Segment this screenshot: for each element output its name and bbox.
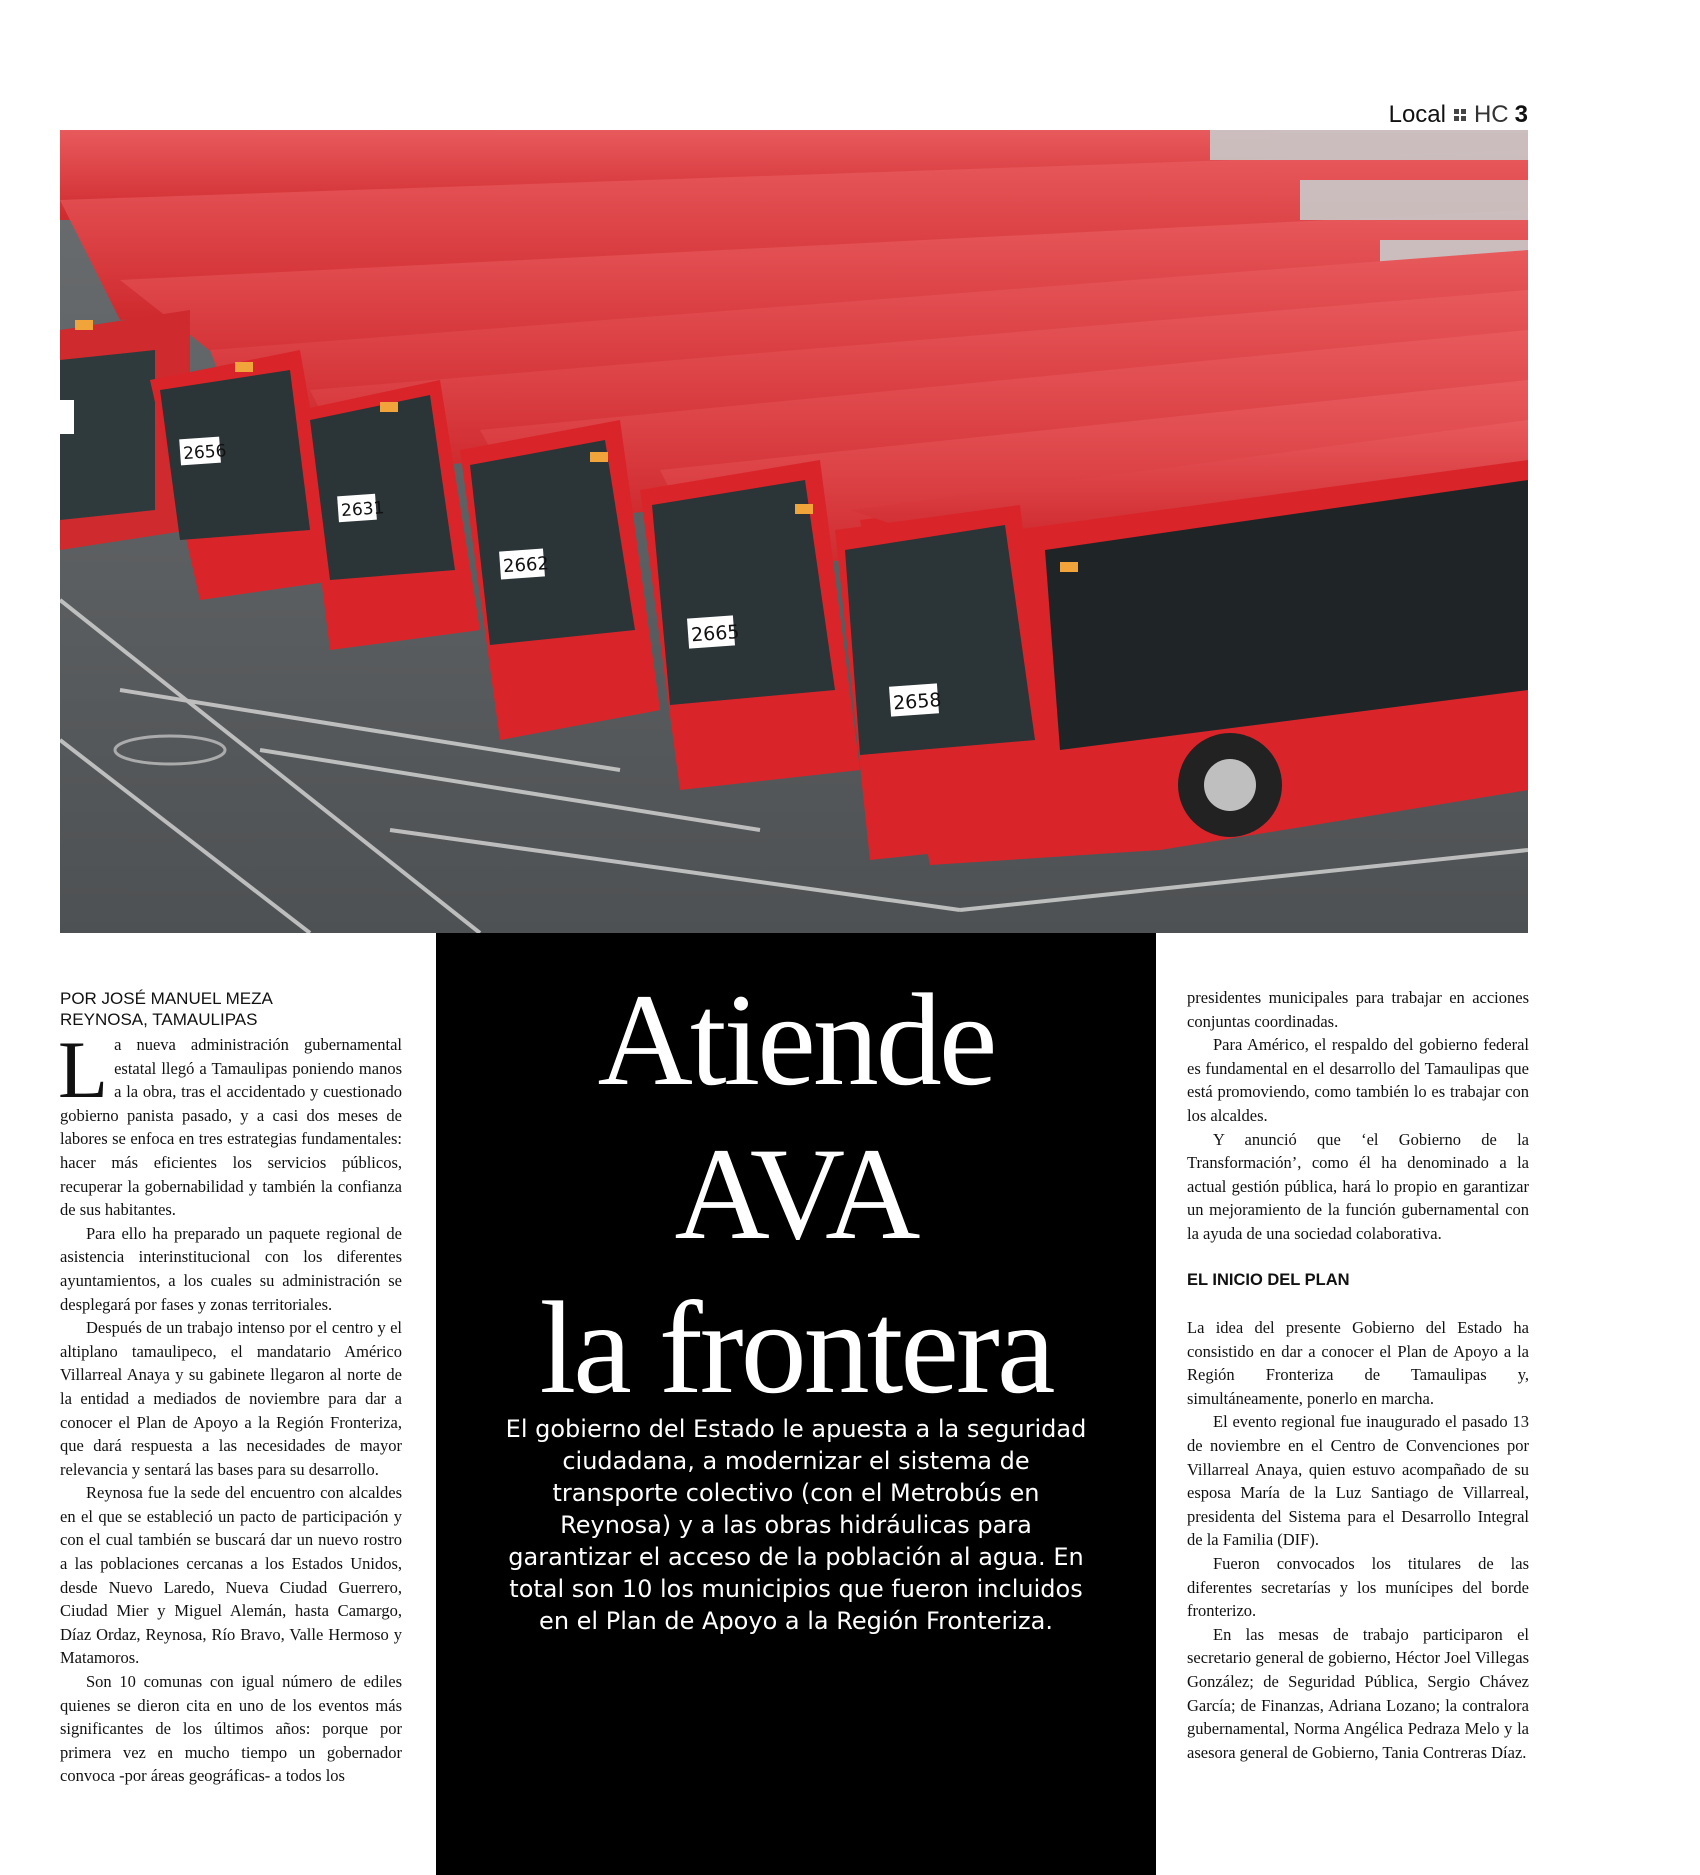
article-paragraph: Después de un trabajo intenso por el centro y el altiplano tamaulipeco, el mandatario Américo Villarreal Anaya y su gabinete llegaron al norte de la entidad a mediados de noviembre para dar a conocer el Plan de Apoyo a la Región Fronteriza, que dará respuesta a las necesidades de mayor relevancia y sentará las bases para su desarrollo. (60, 1318, 402, 1479)
headline (436, 963, 1156, 1425)
bus-number-label: 2631 (340, 498, 386, 522)
bus-number-label: 2665 (690, 621, 741, 647)
article-paragraph: Y anunció que ‘el Gobierno de la Transformación’, como él ha denominado a la actual gestión pública, hará lo propio en garantizar un mejoramiento de la función gubernamental con la ayuda de una sociedad colaborativa. (1187, 1129, 1529, 1243)
byline (60, 988, 405, 1030)
article-paragraph: Son 10 comunas con igual número de ediles quienes se dieron cita en uno de los eventos más significantes de los últimos años: porque por primera vez en mucho tiempo un gobernador convoca -por áreas geográficas- a todos los (60, 1672, 402, 1786)
article-paragraph: En las mesas de trabajo participaron el secretario general de gobierno, Héctor Joel Villegas González; de Seguridad Pública, Sergio Chávez García; de Finanzas, Adriana Lozano; la contralora gubernamental, Norma Angélica Pedraza Melo y la asesora general de Gobierno, Tania Contreras Díaz. (1187, 1624, 1529, 1762)
page-folio (1380, 100, 1528, 130)
deck-summary: El gobierno del Estado le apuesta a la seguridad ciudadana, a modernizar el sistema de transporte colectivo (con el Metrobús en Reynosa) y a las obras hidráulicas para garantizar el acceso de la población al agua. En total son 10 los municipios que fueron incluidos en el Plan de Apoyo a la Región Fronteriza. (505, 1415, 1087, 1635)
article-paragraph: La nueva administración gubernamental estatal llegó a Tamaulipas poniendo manos a la obra, tras el accidentado y cuestionado gobierno panista pasado, y a casi dos meses de labores se enfoca en tres estrategias fundamentales: hacer más eficientes los servicios públicos, recuperar la gobernabilidad y también la confianza de sus habitantes. (58, 1024, 402, 1220)
headline-panel (436, 933, 1156, 1875)
buses-photo (60, 130, 1528, 933)
headline-line-3: la frontera (539, 1274, 1053, 1421)
separator-dots-icon (1454, 109, 1466, 121)
publication-label: HC (1473, 101, 1509, 128)
article-column-left (58, 1024, 402, 1788)
bus-number-label: 2656 (182, 441, 228, 465)
byline-author: POR JOSÉ MANUEL MEZA (60, 989, 273, 1008)
section-subhead: EL INICIO DEL PLAN (1187, 1271, 1350, 1289)
headline-line-2: AVA (674, 1120, 918, 1267)
article-paragraph: presidentes municipales para trabajar en acciones conjuntas coordinadas. (1187, 988, 1529, 1031)
bus-number-label: 2662 (502, 553, 550, 578)
article-paragraph: El evento regional fue inaugurado el pasado 13 de noviembre en el Centro de Convenciones por Villarreal Anaya, quien estuvo acompañado de su esposa María de la Luz Santiago de Villarreal, presidenta del Sistema para el Desarrollo Integral de la Familia (DIF). (1187, 1412, 1529, 1550)
bus-number-label: 2658 (892, 689, 943, 715)
section-label: Local (1388, 101, 1446, 128)
article-paragraph: Fueron convocados los titulares de las diferentes secretarías y los munícipes del borde fronterizo. (1187, 1553, 1529, 1621)
article-paragraph: Para Américo, el respaldo del gobierno federal es fundamental en el desarrollo del Tamaulipas que está promoviendo, como también lo es trabajar con los alcaldes. (1187, 1035, 1529, 1125)
article-column-right (1187, 986, 1529, 1246)
byline-location: REYNOSA, TAMAULIPAS (60, 1010, 258, 1029)
headline-line-1: Atiende (597, 966, 995, 1113)
drop-cap: L (58, 1024, 109, 1115)
page-number: 3 (1514, 101, 1528, 128)
article-column-right-continued (1187, 1316, 1529, 1764)
article-paragraph: La idea del presente Gobierno del Estado ha consistido en dar a conocer el Plan de Apoyo a la Región Fronteriza de Tamaulipas y, simultáneamente, ponerlo en marcha. (1187, 1318, 1529, 1408)
article-paragraph: Para ello ha preparado un paquete regional de asistencia interinstitucional con los diferentes ayuntamientos, a los cuales su administración se desplegará por fases y zonas territoriales. (60, 1223, 402, 1314)
article-paragraph: Reynosa fue la sede del encuentro con alcaldes en el que se estableció un pacto de participación y con el cual también se buscará dar un nuevo rostro a las poblaciones cercanas a los Estados Unidos, desde Nuevo Laredo, Nueva Ciudad Guerrero, Ciudad Mier y Miguel Alemán, hasta Camargo, Díaz Ordaz, Reynosa, Río Bravo, Valle Hermoso y Matamoros. (60, 1483, 402, 1668)
